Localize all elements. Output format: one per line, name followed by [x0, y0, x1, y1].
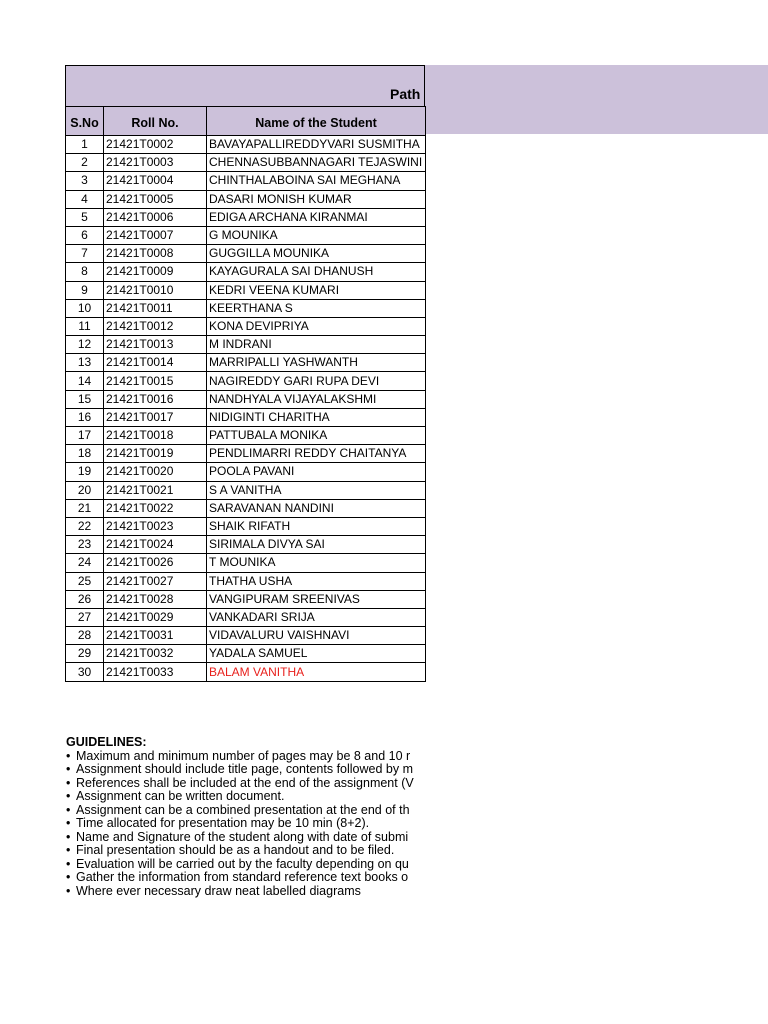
column-header-sno[interactable]: S.No: [66, 107, 104, 136]
table-row: [66, 590, 426, 608]
cell-roll-no[interactable]: 21421T0021: [104, 481, 207, 499]
bullet-icon: •: [66, 843, 71, 857]
cell-student-name[interactable]: NIDIGINTI CHARITHA: [207, 408, 426, 426]
cell-sno[interactable]: 22: [66, 517, 104, 535]
cell-sno[interactable]: 5: [66, 208, 104, 226]
table-row: [66, 627, 426, 645]
cell-sno[interactable]: 11: [66, 317, 104, 335]
guideline-text: Where ever necessary draw neat labelled diagrams: [76, 883, 361, 898]
table-row: [66, 445, 426, 463]
cell-student-name[interactable]: CHINTHALABOINA SAI MEGHANA: [207, 172, 426, 190]
cell-roll-no[interactable]: 21421T0004: [104, 172, 207, 190]
table-row: [66, 299, 426, 317]
guideline-text: Assignment should include title page, contents followed by m: [76, 762, 413, 776]
cell-student-name[interactable]: KEDRI VEENA KUMARI: [207, 281, 426, 299]
table-row: [66, 554, 426, 572]
column-header-roll[interactable]: Roll No.: [104, 107, 207, 136]
guideline-text: Final presentation should be as a handout and to be filed.: [76, 843, 395, 857]
cell-roll-no[interactable]: 21421T0013: [104, 336, 207, 354]
guideline-text: Maximum and minimum number of pages may be 8 and 10 r: [76, 748, 411, 763]
cell-student-name[interactable]: PENDLIMARRI REDDY CHAITANYA: [207, 445, 426, 463]
cell-student-name[interactable]: DASARI MONISH KUMAR: [207, 190, 426, 208]
cell-student-name[interactable]: YADALA SAMUEL: [207, 645, 426, 663]
cell-sno[interactable]: 30: [66, 663, 104, 681]
cell-sno[interactable]: 3: [66, 172, 104, 190]
guideline-item: [66, 763, 425, 777]
cell-sno[interactable]: 12: [66, 336, 104, 354]
cell-roll-no[interactable]: 21421T0020: [104, 463, 207, 481]
bullet-icon: •: [66, 802, 71, 817]
cell-sno[interactable]: 25: [66, 572, 104, 590]
cell-roll-no[interactable]: 21421T0032: [104, 645, 207, 663]
cell-student-name[interactable]: M INDRANI: [207, 336, 426, 354]
cell-student-name[interactable]: BALAM VANITHA: [207, 663, 426, 681]
guideline-item: [66, 844, 425, 858]
cell-roll-no[interactable]: 21421T0029: [104, 608, 207, 626]
cell-roll-no[interactable]: 21421T0022: [104, 499, 207, 517]
bullet-icon: •: [66, 829, 71, 844]
cell-roll-no[interactable]: 21421T0026: [104, 554, 207, 572]
cell-roll-no[interactable]: 21421T0003: [104, 154, 207, 172]
cell-sno[interactable]: 27: [66, 608, 104, 626]
sheet-title: Path: [390, 86, 421, 102]
cell-roll-no[interactable]: 21421T0015: [104, 372, 207, 390]
cell-student-name[interactable]: SHAIK RIFATH: [207, 517, 426, 535]
cell-student-name[interactable]: POOLA PAVANI: [207, 463, 426, 481]
cell-student-name[interactable]: EDIGA ARCHANA KIRANMAI: [207, 208, 426, 226]
cell-sno[interactable]: 15: [66, 390, 104, 408]
guideline-text: Gather the information from standard reference text books o: [76, 870, 409, 884]
cell-roll-no[interactable]: 21421T0023: [104, 517, 207, 535]
cell-student-name[interactable]: SARAVANAN NANDINI: [207, 499, 426, 517]
cell-student-name[interactable]: S A VANITHA: [207, 481, 426, 499]
table-row: [66, 408, 426, 426]
roster-table: [65, 106, 426, 682]
cell-student-name[interactable]: NANDHYALA VIJAYALAKSHMI: [207, 390, 426, 408]
bullet-icon: •: [66, 816, 71, 830]
table-row: [66, 208, 426, 226]
table-row: [66, 645, 426, 663]
table-row: [66, 172, 426, 190]
cell-student-name[interactable]: KEERTHANA S: [207, 299, 426, 317]
guideline-item: [66, 790, 425, 804]
cell-roll-no[interactable]: 21421T0018: [104, 427, 207, 445]
cell-student-name[interactable]: MARRIPALLI YASHWANTH: [207, 354, 426, 372]
column-header-name[interactable]: Name of the Student: [207, 107, 426, 136]
cell-student-name[interactable]: VANGIPURAM SREENIVAS: [207, 590, 426, 608]
cell-roll-no[interactable]: 21421T0016: [104, 390, 207, 408]
table-row: [66, 226, 426, 244]
table-row: [66, 481, 426, 499]
cell-student-name[interactable]: GUGGILLA MOUNIKA: [207, 245, 426, 263]
cell-sno[interactable]: 14: [66, 372, 104, 390]
cell-roll-no[interactable]: 21421T0012: [104, 317, 207, 335]
cell-sno[interactable]: 29: [66, 645, 104, 663]
table-row: [66, 317, 426, 335]
cell-sno[interactable]: 6: [66, 226, 104, 244]
cell-roll-no[interactable]: 21421T0006: [104, 208, 207, 226]
cell-student-name[interactable]: KAYAGURALA SAI DHANUSH: [207, 263, 426, 281]
cell-sno[interactable]: 4: [66, 190, 104, 208]
table-row: [66, 663, 426, 681]
cell-roll-no[interactable]: 21421T0027: [104, 572, 207, 590]
cell-roll-no[interactable]: 21421T0028: [104, 590, 207, 608]
cell-student-name[interactable]: SIRIMALA DIVYA SAI: [207, 536, 426, 554]
cell-roll-no[interactable]: 21421T0010: [104, 281, 207, 299]
table-row: [66, 263, 426, 281]
guideline-item: [66, 831, 425, 845]
table-row: [66, 245, 426, 263]
bullet-icon: •: [66, 870, 71, 884]
bullet-icon: •: [66, 789, 71, 803]
guideline-text: Time allocated for presentation may be 10 min (8+2).: [76, 816, 370, 830]
cell-sno[interactable]: 17: [66, 427, 104, 445]
cell-student-name[interactable]: BAVAYAPALLIREDDYVARI SUSMITHA: [207, 136, 426, 154]
table-row: [66, 154, 426, 172]
cell-sno[interactable]: 19: [66, 463, 104, 481]
guideline-text: Evaluation will be carried out by the faculty depending on qu: [76, 856, 409, 871]
cell-roll-no[interactable]: 21421T0033: [104, 663, 207, 681]
guideline-item: [66, 871, 425, 885]
table-row: [66, 427, 426, 445]
cell-roll-no[interactable]: 21421T0019: [104, 445, 207, 463]
title-cell[interactable]: [65, 65, 425, 106]
cell-roll-no[interactable]: 21421T0031: [104, 627, 207, 645]
table-row: [66, 608, 426, 626]
cell-sno[interactable]: 13: [66, 354, 104, 372]
table-row: [66, 372, 426, 390]
table-row: [66, 390, 426, 408]
table-row: [66, 517, 426, 535]
guideline-item: [66, 858, 425, 872]
bullet-icon: •: [66, 762, 71, 776]
cell-roll-no[interactable]: 21421T0009: [104, 263, 207, 281]
cell-student-name[interactable]: VIDAVALURU VAISHNAVI: [207, 627, 426, 645]
student-roster-sheet: [65, 65, 425, 682]
guideline-text: Name and Signature of the student along with date of submi: [76, 829, 409, 844]
cell-sno[interactable]: 23: [66, 536, 104, 554]
table-row: [66, 336, 426, 354]
table-row: [66, 536, 426, 554]
guideline-item: [66, 777, 425, 791]
roster-body: [66, 136, 426, 682]
guideline-item: [66, 817, 425, 831]
cell-roll-no[interactable]: 21421T0008: [104, 245, 207, 263]
cell-student-name[interactable]: CHENNASUBBANNAGARI TEJASWINI: [207, 154, 426, 172]
bullet-icon: •: [66, 748, 71, 763]
cell-student-name[interactable]: KONA DEVIPRIYA: [207, 317, 426, 335]
table-row: [66, 354, 426, 372]
cell-sno[interactable]: 7: [66, 245, 104, 263]
cell-sno[interactable]: 16: [66, 408, 104, 426]
header-band: [425, 65, 768, 134]
cell-sno[interactable]: 18: [66, 445, 104, 463]
cell-student-name[interactable]: G MOUNIKA: [207, 226, 426, 244]
cell-student-name[interactable]: NAGIREDDY GARI RUPA DEVI: [207, 372, 426, 390]
header-row: [66, 107, 426, 136]
table-row: [66, 281, 426, 299]
cell-sno[interactable]: 10: [66, 299, 104, 317]
guidelines-section: [66, 736, 425, 898]
cell-student-name[interactable]: VANKADARI SRIJA: [207, 608, 426, 626]
cell-sno[interactable]: 2: [66, 154, 104, 172]
cell-student-name[interactable]: PATTUBALA MONIKA: [207, 427, 426, 445]
bullet-icon: •: [66, 883, 71, 898]
guideline-text: References shall be included at the end of the assignment (V: [76, 775, 414, 790]
cell-roll-no[interactable]: 21421T0017: [104, 408, 207, 426]
cell-student-name[interactable]: T MOUNIKA: [207, 554, 426, 572]
cell-roll-no[interactable]: 21421T0007: [104, 226, 207, 244]
guideline-text: Assignment can be a combined presentation at the end of th: [76, 802, 410, 817]
table-row: [66, 463, 426, 481]
cell-sno[interactable]: 21: [66, 499, 104, 517]
cell-roll-no[interactable]: 21421T0024: [104, 536, 207, 554]
guideline-item: [66, 750, 425, 764]
bullet-icon: •: [66, 856, 71, 871]
cell-sno[interactable]: 8: [66, 263, 104, 281]
cell-sno[interactable]: 9: [66, 281, 104, 299]
guidelines-title: GUIDELINES:: [66, 736, 147, 749]
bullet-icon: •: [66, 775, 71, 790]
guideline-text: Assignment can be written document.: [76, 789, 285, 803]
table-row: [66, 499, 426, 517]
cell-sno[interactable]: 26: [66, 590, 104, 608]
cell-roll-no[interactable]: 21421T0002: [104, 136, 207, 154]
guidelines-list: [66, 750, 425, 899]
cell-sno[interactable]: 20: [66, 481, 104, 499]
table-row: [66, 572, 426, 590]
cell-roll-no[interactable]: 21421T0011: [104, 299, 207, 317]
cell-sno[interactable]: 24: [66, 554, 104, 572]
table-row: [66, 136, 426, 154]
guideline-item: [66, 804, 425, 818]
table-row: [66, 190, 426, 208]
cell-sno[interactable]: 28: [66, 627, 104, 645]
cell-roll-no[interactable]: 21421T0014: [104, 354, 207, 372]
cell-sno[interactable]: 1: [66, 136, 104, 154]
cell-student-name[interactable]: THATHA USHA: [207, 572, 426, 590]
cell-roll-no[interactable]: 21421T0005: [104, 190, 207, 208]
guideline-item: [66, 885, 425, 899]
